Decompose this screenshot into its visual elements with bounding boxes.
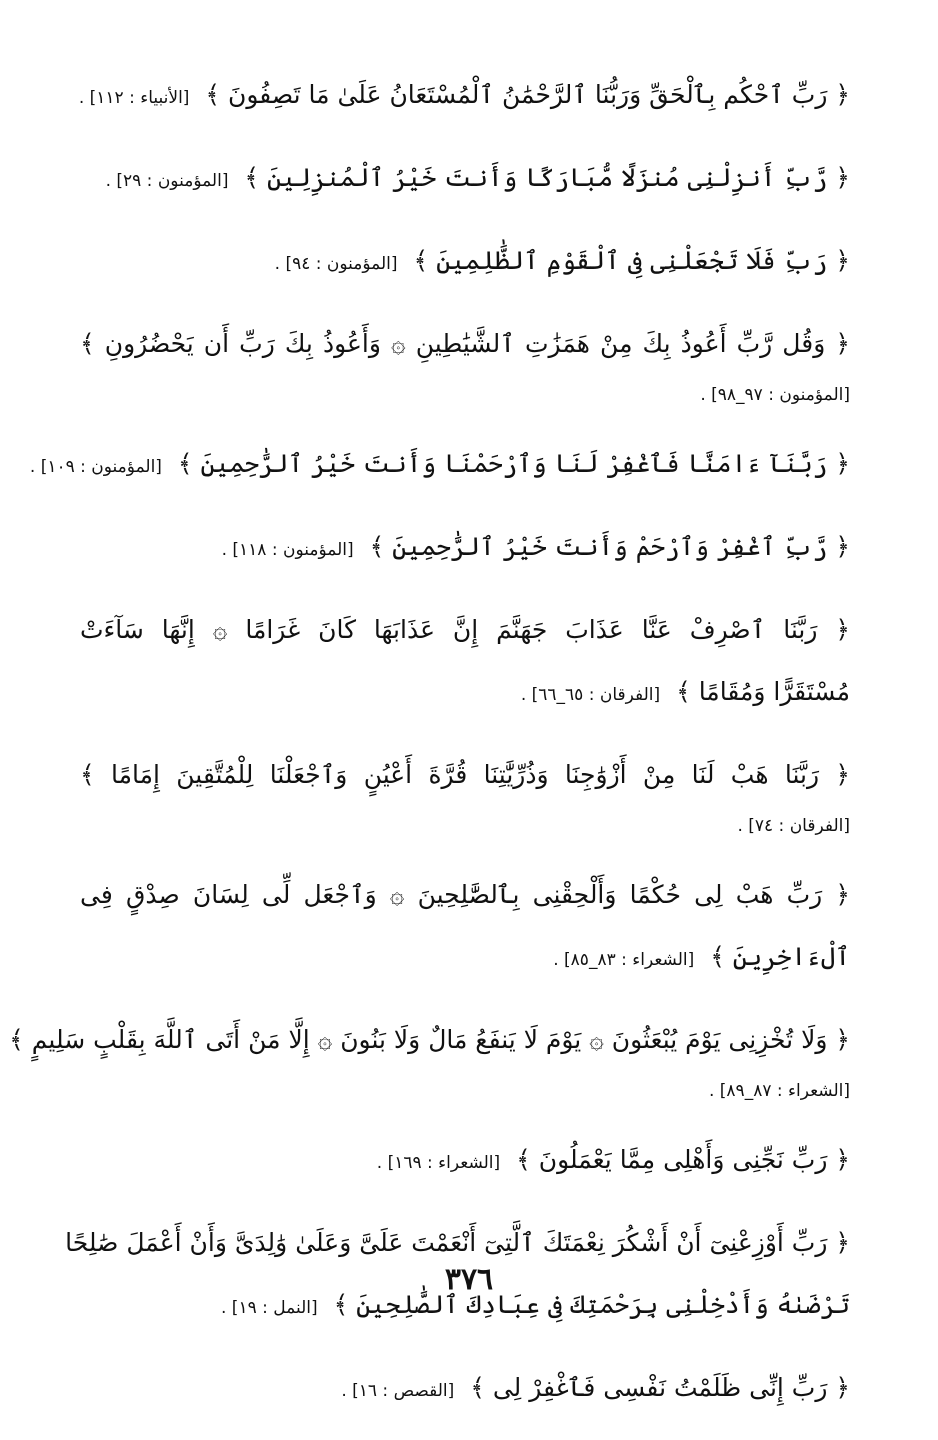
verse-text: ﴿ رَبِّ هَبْ لِى حُكْمًا وَأَلْحِقْنِى بِٱلصَّٰلِحِينَ ۞ وَٱجْعَل لِّى لِسَانَ صِدْقٍ فِى <box>80 880 850 909</box>
verse-text: ﴿ رَبِّ إِنِّى ظَلَمْتُ نَفْسِى فَٱغْفِرْ لِى ﴾ <box>470 1373 850 1402</box>
page-body <box>9 64 850 1440</box>
verse-text: ﴿ رَبِّ نَجِّنِى وَأَهْلِى مِمَّا يَعْمَلُونَ ﴾ <box>516 1145 850 1174</box>
verse-text: ﴿ رَبِّ فَلَا تَجْعَلْنِى فِى ٱلْقَوْمِ ٱلظَّٰلِمِينَ ﴾ <box>413 246 850 275</box>
verse-entry-2 <box>80 147 850 212</box>
verse-reference: [النمل : ١٩] . <box>220 1298 318 1318</box>
verse-text: مُسْتَقَرًّا وَمُقَامًا ﴾ <box>676 677 850 706</box>
verse-reference: [القصص : ١٦] . <box>341 1381 455 1401</box>
verse-text: ﴿ وَقُل رَّبِّ أَعُوذُ بِكَ مِنْ هَمَزَٰتِ ٱلشَّيَٰطِينِ ۞ وَأَعُوذُ بِكَ رَبِّ أَن يَحْضُرُونِ ﴾ <box>80 329 850 358</box>
verse-reference: [الشعراء : ٨٣_٨٥] . <box>553 950 695 970</box>
verse-line <box>80 313 850 375</box>
verse-line <box>80 1129 850 1194</box>
verse-reference: [الشعراء : ١٦٩] . <box>376 1153 501 1173</box>
verse-line <box>80 147 850 212</box>
verse-line <box>80 230 850 295</box>
verse-text: ﴿ رَبِّ ٱحْكُم بِٱلْحَقِّ وَرَبُّنَا ٱلرَّحْمَٰنُ ٱلْمُسْتَعَانُ عَلَىٰ مَا تَصِفُونَ ﴾ <box>205 80 850 109</box>
verse-entry-13 <box>80 1357 850 1422</box>
verse-entry-9 <box>80 864 850 991</box>
verse-text: تَرْضَىٰهُ وَأَدْخِلْنِى بِرَحْمَتِكَ فِى عِبَادِكَ ٱلصَّٰلِحِينَ ﴾ <box>333 1290 850 1319</box>
verse-text: ﴿ رَبَّنَآ ءَامَنَّا فَٱغْفِرْ لَنَا وَٱرْحَمْنَا وَأَنتَ خَيْرُ ٱلرَّٰحِمِينَ ﴾ <box>177 449 850 478</box>
verse-line <box>9 1009 850 1071</box>
page-number: ٣٧٦ <box>444 1262 494 1297</box>
verse-text: ﴿ رَبِّ أَوْزِعْنِىٓ أَنْ أَشْكُرَ نِعْمَتَكَ ٱلَّتِىٓ أَنْعَمْتَ عَلَىَّ وَعَلَىٰ وَٰلِدَىَّ وَأَنْ أَعْمَلَ صَٰلِحًا <box>65 1228 850 1257</box>
verse-entry-7 <box>80 599 850 726</box>
verse-reference: [الشعراء : ٨٧_٨٩] . <box>708 1081 850 1101</box>
verse-reference: [الأنبياء : ١١٢] . <box>78 88 190 108</box>
verse-line <box>80 516 850 581</box>
verse-entry-1 <box>80 64 850 129</box>
verse-line <box>80 864 850 926</box>
verse-reference: [المؤمنون : ٩٧_٩٨] . <box>700 385 850 405</box>
verse-line <box>80 64 850 129</box>
verse-line <box>80 926 850 991</box>
verse-reference: [الفرقان : ٦٥_٦٦] . <box>520 685 661 705</box>
verse-line <box>29 433 850 498</box>
verse-entry-11 <box>80 1129 850 1194</box>
verse-text: ٱلْءَاخِرِينَ ﴾ <box>710 942 850 971</box>
verse-text: ﴿ رَبَّنَا هَبْ لَنَا مِنْ أَزْوَٰجِنَا وَذُرِّيَّٰتِنَا قُرَّةَ أَعْيُنٍ وَٱجْعَلْنَا لِلْمُتَّقِينَ إِمَامًا ﴾ <box>80 760 850 789</box>
verse-text: ﴿ رَبَّنَا ٱصْرِفْ عَنَّا عَذَابَ جَهَنَّمَ إِنَّ عَذَابَهَا كَانَ غَرَامًا ۞ إِنَّهَا سَآءَتْ <box>80 615 850 644</box>
verse-text: ﴿ رَّبِّ أَنزِلْنِى مُنزَلًا مُّبَارَكًا وَأَنتَ خَيْرُ ٱلْمُنزِلِينَ ﴾ <box>244 163 850 192</box>
verse-entry-10 <box>9 1009 850 1111</box>
verse-reference: [المؤمنون : ٩٤] . <box>274 254 398 274</box>
verse-entry-6 <box>80 516 850 581</box>
verse-line <box>80 744 850 806</box>
verse-entry-8 <box>80 744 850 846</box>
verse-reference: [المؤمنون : ٢٩] . <box>105 171 229 191</box>
verse-text: ﴿ وَلَا تُخْزِنِى يَوْمَ يُبْعَثُونَ ۞ يَوْمَ لَا يَنفَعُ مَالٌ وَلَا بَنُونَ ۞ إِلَّا مَنْ أَتَى ٱللَّهَ بِقَلْبٍ سَلِيمٍ ﴾ <box>9 1025 850 1054</box>
verse-reference: [الفرقان : ٧٤] . <box>737 816 850 836</box>
verse-line <box>80 1357 850 1422</box>
verse-entry-5 <box>29 433 850 498</box>
verse-line <box>80 661 850 726</box>
verse-text: ﴿ رَّبِّ ٱغْفِرْ وَٱرْحَمْ وَأَنتَ خَيْرُ ٱلرَّٰحِمِينَ ﴾ <box>369 532 850 561</box>
verse-line <box>80 599 850 661</box>
verse-reference: [المؤمنون : ١٠٩] . <box>29 457 162 477</box>
verse-entry-3 <box>80 230 850 295</box>
verse-reference: [المؤمنون : ١١٨] . <box>221 540 354 560</box>
verse-entry-4 <box>80 313 850 415</box>
